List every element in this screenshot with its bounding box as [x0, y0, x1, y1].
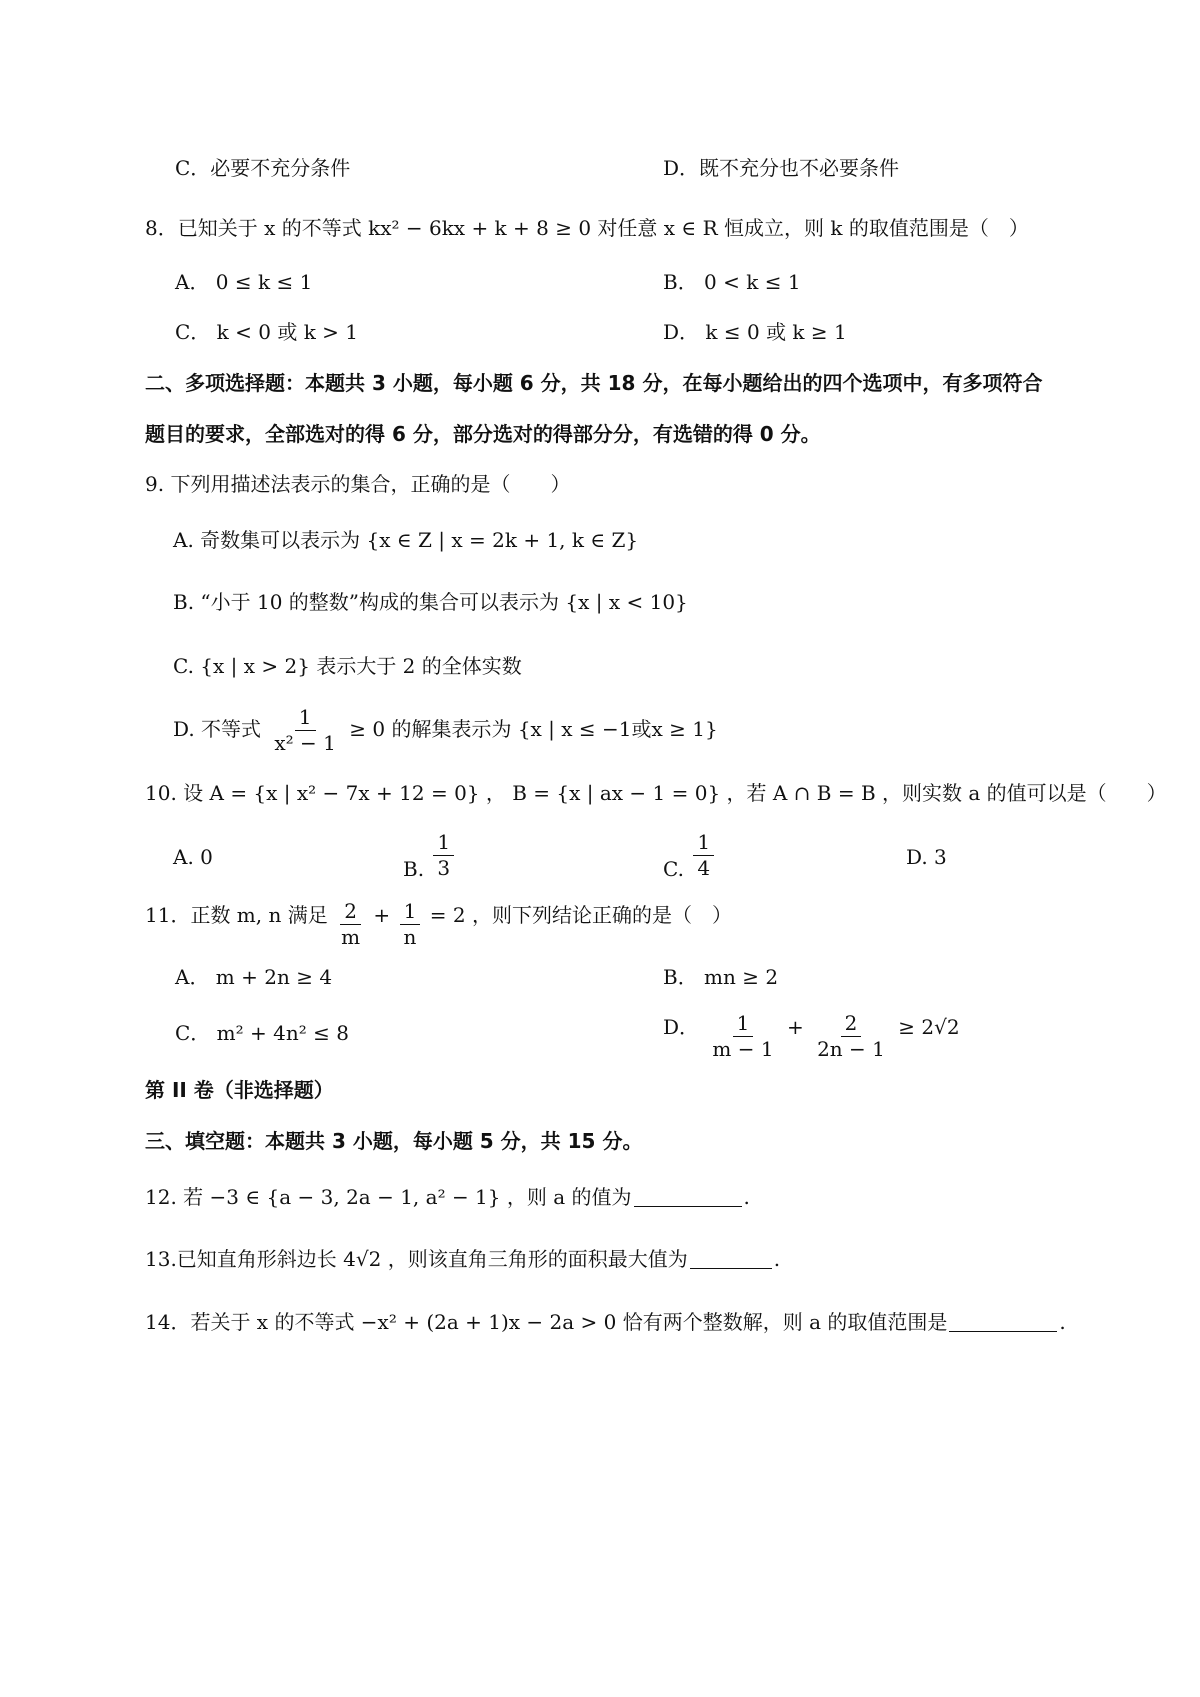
q8-stem: 8．已知关于 x 的不等式 kx² − 6kx + k + 8 ≥ 0 对任意 x ∈ R 恒成立，则 k 的取值范围是（ ）: [145, 216, 1029, 240]
section2-heading-line1: 二、多项选择题：本题共 3 小题，每小题 6 分，共 18 分，在每小题给出的四个选项中，有多项符合: [145, 371, 1043, 395]
q9-option-a: A. 奇数集可以表示为 {x ∈ Z | x = 2k + 1, k ∈ Z}: [173, 528, 639, 552]
q11-plus: +: [373, 903, 391, 927]
fraction-numerator: 1: [400, 901, 421, 925]
q11-stem: [145, 893, 732, 949]
q12-stem: [145, 1187, 750, 1207]
q9-option-d: [173, 707, 718, 754]
q10-option-c-label: C.: [663, 857, 684, 881]
fraction-numerator: 1: [295, 707, 316, 731]
q10-option-b: [403, 832, 457, 879]
fraction-numerator: 2: [340, 901, 361, 925]
section2-heading-line2: 题目的要求，全部选对的得 6 分，部分选对的得部分分，有选错的得 0 分。: [145, 422, 821, 446]
fraction-numerator: 2: [841, 1013, 862, 1037]
fraction-denominator: 2n − 1: [817, 1037, 885, 1061]
q10-option-b-fraction: [433, 832, 454, 879]
fraction-denominator: m − 1: [712, 1037, 774, 1061]
q9-option-d-prefix: D. 不等式: [173, 717, 262, 741]
q8-option-c: C． k < 0 或 k > 1: [175, 320, 359, 344]
fraction-denominator: n: [403, 925, 417, 949]
q14-period: .: [1059, 1310, 1066, 1334]
q11-option-b: B． mn ≥ 2: [663, 965, 779, 989]
q11-stem-suffix: = 2 ，则下列结论正确的是（ ）: [429, 903, 732, 927]
fraction-denominator: x² − 1: [274, 731, 336, 755]
q10-option-c: [663, 832, 717, 879]
fraction-numerator: 1: [693, 832, 714, 856]
q9-option-b: B. “小于 10 的整数”构成的集合可以表示为 {x | x < 10}: [173, 590, 688, 614]
fraction-denominator: 4: [697, 856, 711, 880]
q12-period: .: [743, 1185, 750, 1209]
q10-option-a: A. 0: [173, 845, 213, 869]
q11-option-a: A． m + 2n ≥ 4: [175, 965, 333, 989]
q12-text: 12. 若 −3 ∈ {a − 3, 2a − 1, a² − 1} ，则 a 的值为: [145, 1185, 632, 1209]
q8-option-d: D． k ≤ 0 或 k ≥ 1: [663, 320, 847, 344]
q11-option-c: C． m² + 4n² ≤ 8: [175, 1021, 349, 1045]
q11-option-d: [663, 1005, 960, 1061]
q14-stem: [145, 1312, 1066, 1332]
q13-text: 13.已知直角形斜边长 4√2 ，则该直角三角形的面积最大值为: [145, 1247, 688, 1271]
q9-option-d-suffix: ≥ 0 的解集表示为 {x | x ≤ −1或x ≥ 1}: [349, 717, 718, 741]
q11-option-d-suffix: ≥ 2√2: [898, 1015, 960, 1039]
q11-option-d-label: D．: [663, 1015, 700, 1039]
q13-period: .: [773, 1247, 781, 1271]
section3-heading: 三、填空题：本题共 3 小题，每小题 5 分，共 15 分。: [145, 1129, 643, 1153]
q13-stem: [145, 1249, 780, 1269]
q14-text: 14．若关于 x 的不等式 −x² + (2a + 1)x − 2a > 0 恰有两个整数解，则 a 的取值范围是: [145, 1310, 948, 1334]
fraction-numerator: 1: [433, 832, 454, 856]
q13-answer-blank[interactable]: [690, 1267, 772, 1269]
q8-option-a: A． 0 ≤ k ≤ 1: [175, 270, 313, 294]
q7-option-d: D．既不充分也不必要条件: [663, 156, 900, 180]
q11-option-d-fraction-1: [708, 1013, 777, 1060]
q11-fraction-2-over-m: [337, 901, 364, 948]
q10-stem: 10. 设 A = {x | x² − 7x + 12 = 0} ， B = {x | ax − 1 = 0} ，若 A ∩ B = B ，则实数 a 的值可以是（ ）: [145, 781, 1167, 805]
q9-option-d-fraction: [270, 707, 340, 754]
part2-title: 第 II 卷（非选择题）: [145, 1078, 334, 1102]
q10-option-c-fraction: [693, 832, 714, 879]
fraction-denominator: 3: [437, 856, 451, 880]
q11-fraction-1-over-n: [400, 901, 421, 948]
q14-answer-blank[interactable]: [949, 1330, 1057, 1332]
fraction-denominator: m: [341, 925, 361, 949]
q12-answer-blank[interactable]: [634, 1205, 742, 1207]
q8-option-b: B． 0 < k ≤ 1: [663, 270, 801, 294]
q10-option-d: D. 3: [906, 845, 947, 869]
q9-stem: 9. 下列用描述法表示的集合，正确的是（ ）: [145, 472, 571, 496]
q7-option-c: C．必要不充分条件: [175, 156, 351, 180]
fraction-numerator: 1: [733, 1013, 754, 1037]
q11-option-d-fraction-2: [813, 1013, 889, 1060]
q10-option-b-label: B.: [403, 857, 425, 881]
q11-stem-prefix: 11．正数 m, n 满足: [145, 903, 328, 927]
q9-option-c: C. {x | x > 2} 表示大于 2 的全体实数: [173, 654, 522, 678]
q11-option-d-plus: +: [786, 1015, 804, 1039]
